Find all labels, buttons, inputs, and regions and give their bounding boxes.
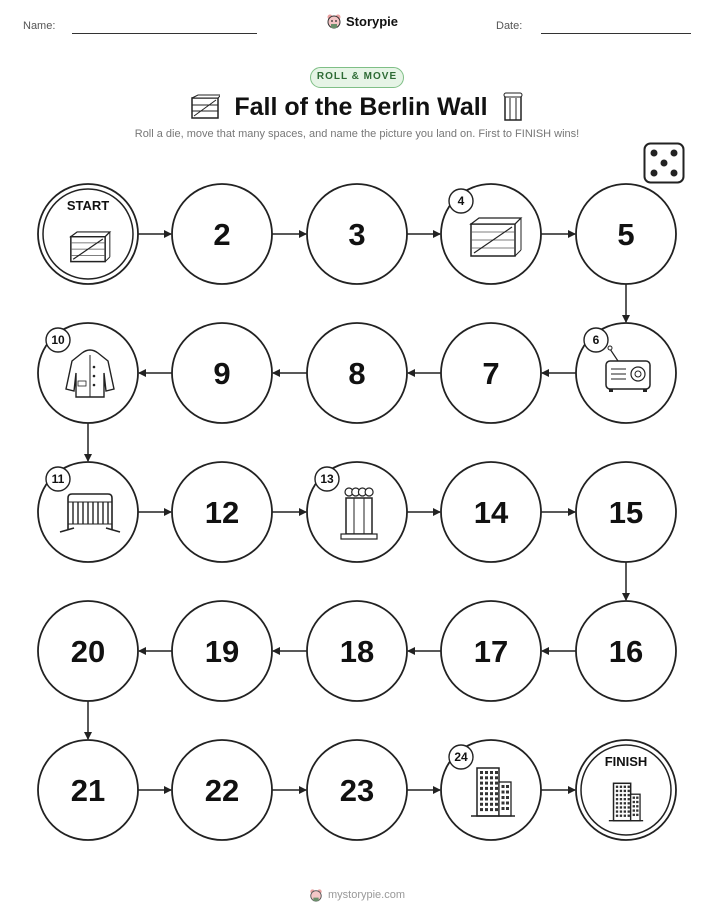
space-number: 4 [457,194,465,208]
board-space [172,601,272,701]
board-space [172,184,272,284]
board-space [441,740,541,840]
space-number: 7 [482,356,500,391]
date-label: Date: [496,20,523,32]
space-number: 3 [348,217,366,252]
space-number: 12 [204,495,240,530]
space-number: 18 [339,634,375,669]
board-space [307,323,407,423]
board-space [441,184,541,284]
footer-url: mystorypie.com [327,889,406,901]
space-number: 16 [608,634,644,669]
board-space [576,601,676,701]
space-number: 2 [213,217,231,252]
board-space [38,601,138,701]
space-number: 8 [348,356,366,391]
board-space [307,462,407,562]
space-number: 21 [70,773,106,808]
board-space [576,184,676,284]
storypie-mascot-icon [309,888,323,902]
space-number: 20 [70,634,106,669]
board-space [172,323,272,423]
space-number: 6 [592,333,600,347]
board-space [441,462,541,562]
space-label: FINISH [604,754,648,769]
start-space [38,184,138,284]
brand-name: Storypie [346,13,399,29]
board-space [576,462,676,562]
page-title: Fall of the Berlin Wall [234,92,488,121]
space-number: 14 [473,495,509,530]
board-space [38,462,138,562]
space-number: 17 [473,634,509,669]
board-space [38,740,138,840]
space-number: 9 [213,356,231,391]
instructions: Roll a die, move that many spaces, and name the picture you land on. First to FINISH wins! [134,128,580,140]
space-number: 22 [204,773,240,808]
board-space [307,184,407,284]
space-number: 13 [320,472,334,486]
finish-space [576,740,676,840]
board-space [307,740,407,840]
board-space [576,323,676,423]
space-number: 5 [617,217,635,252]
space-number: 19 [204,634,240,669]
board-space [441,601,541,701]
footer [0,888,714,902]
activity-badge: ROLL & MOVE [310,67,404,88]
name-label: Name: [23,20,56,32]
crate-icon [471,218,521,256]
crate-icon [71,232,110,262]
board-space [172,462,272,562]
space-number: 15 [608,495,644,530]
space-label: START [66,198,110,213]
board-space [172,740,272,840]
space-number: 11 [51,472,65,486]
board-space [38,323,138,423]
space-number: 24 [454,750,468,764]
space-number: 23 [339,773,375,808]
board-space [441,323,541,423]
board-space [307,601,407,701]
space-number: 10 [51,333,65,347]
